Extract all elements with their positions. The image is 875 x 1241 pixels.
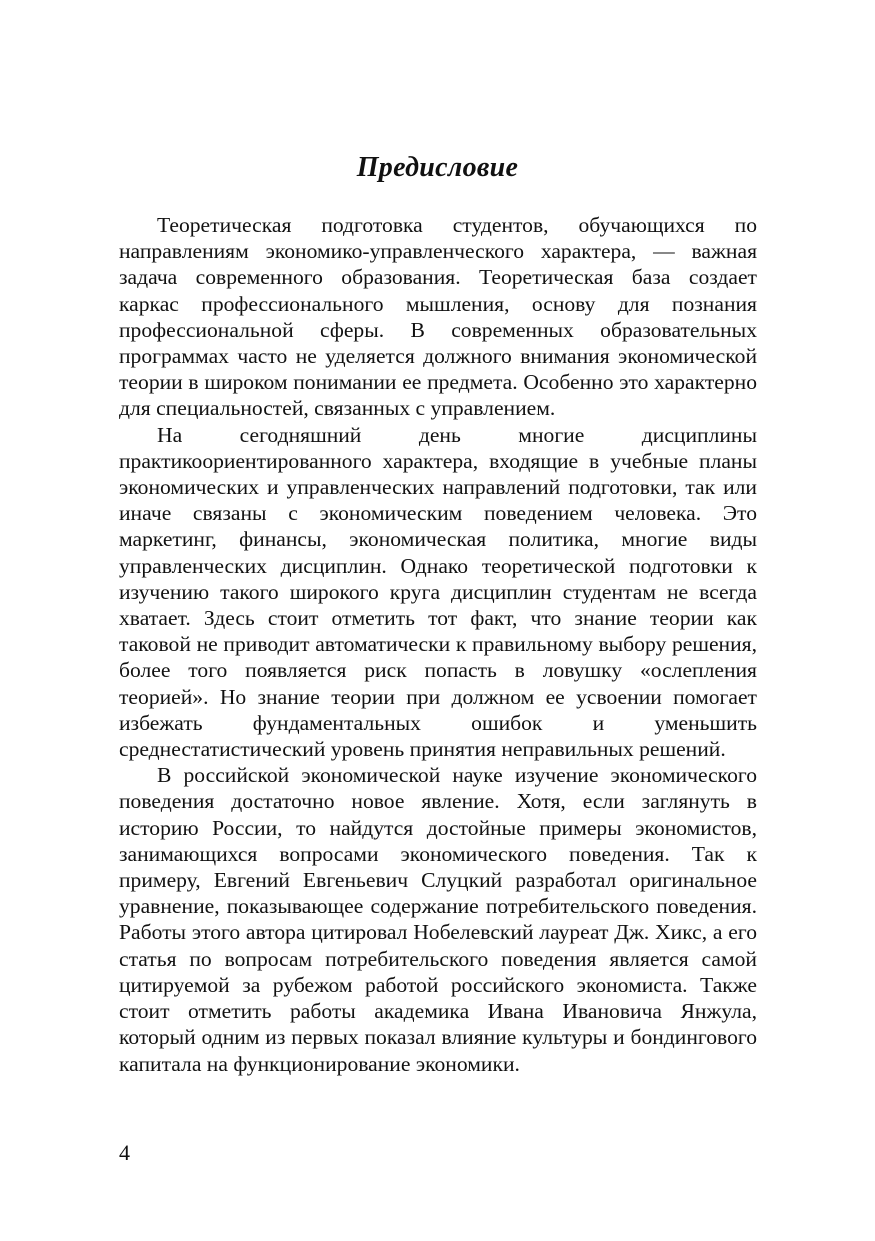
paragraph-1: Теоретическая подготовка студентов, обучающихся по направлениям экономико-управленческого характера, — важная задача современного образования. Теоретическая база создает каркас профессионального мышления, основу для познания профессиональной сферы. В современных образовательных программах часто не уделяется должного внимания экономической теории в широком понимании ее предмета. Особенно это характерно для специальностей, связанных с управлением. (119, 213, 757, 421)
body-text (119, 212, 757, 1077)
page-number: 4 (119, 1140, 130, 1165)
paragraph-2: На сегодняшний день многие дисциплины практикоориентированного характера, входящие в учебные планы экономических и управленческих направлений подготовки, так или иначе связаны с экономическим поведением человека. Это маркетинг, финансы, экономическая политика, многие виды управленческих дисциплин. Однако теоретической подготовки к изучению такого широкого круга дисциплин студентам не всегда хватает. Здесь стоит отметить тот факт, что знание теории как таковой не приводит автоматически к правильному выбору решения, более того появляется риск попасть в ловушку «ослепления теорией». Но знание теории при должном ее усвоении помогает избежать фундаментальных ошибок и уменьшить среднестатистический уровень принятия неправильных решений. (119, 422, 757, 762)
page-title: Предисловие (356, 152, 519, 183)
paragraph-3: В российской экономической науке изучение экономического поведения достаточно новое явление. Хотя, если заглянуть в историю России, то найдутся достойные примеры экономистов, занимающихся вопросами экономического поведения. Так к примеру, Евгений Евгеньевич Слуцкий разработал оригинальное уравнение, показывающее содержание потребительского поведения. Работы этого автора цитировал Нобелевский лауреат Дж. Хикс, а его статья по вопросам потребительского поведения является самой цитируемой за рубежом работой российского экономиста. Также стоит отметить работы академика Ивана Ивановича Янжула, который одним из первых показал влияние культуры и бондингового капитала на функционирование экономики. (119, 763, 757, 1076)
